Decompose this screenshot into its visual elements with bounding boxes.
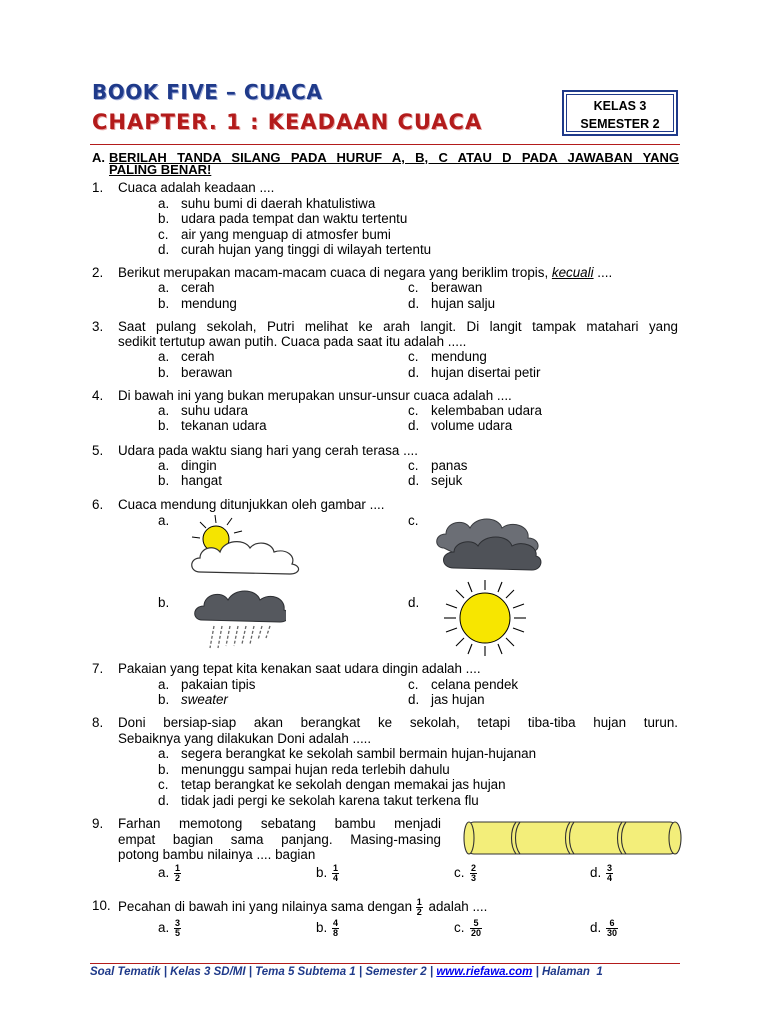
option-b[interactable]: b. berawan	[158, 365, 233, 380]
question-text-line-1: Farhan memotong sebatang bambu menjadi	[118, 816, 441, 831]
question-text: Di bawah ini yang bukan merupakan unsur-unsur cuaca adalah ....	[118, 388, 512, 403]
option-c[interactable]: c.	[408, 513, 419, 528]
option-c[interactable]: c. $\frac{2}{3}$	[454, 863, 477, 883]
semester-label: SEMESTER 2	[580, 117, 660, 131]
option-a[interactable]: a. $\frac{1}{2}$	[158, 863, 181, 883]
option-c[interactable]: c. tetap berangkat ke sekolah dengan memakai jas hujan	[158, 777, 506, 792]
option-a[interactable]: a. segera berangkat ke sekolah sambil bermain hujan-hujanan	[158, 746, 537, 761]
class-label: KELAS 3	[593, 99, 647, 113]
question-text-line-2: empat bagian sama panjang. Masing-masing	[118, 831, 441, 847]
instruction-line-2: PALING BENAR!	[109, 162, 212, 177]
option-b[interactable]: b. sweater	[158, 692, 228, 707]
question-number: 2.	[92, 265, 104, 280]
chapter-title: CHAPTER. 1 : KEADAAN CUACA	[92, 110, 483, 134]
rain-cloud-icon[interactable]	[192, 586, 286, 652]
option-b[interactable]: b. $\frac{1}{4}$	[316, 863, 339, 883]
option-a[interactable]: a. suhu bumi di daerah khatulistiwa	[158, 195, 376, 211]
question-number: 8.	[92, 715, 104, 730]
option-b[interactable]: b.	[158, 595, 170, 610]
option-d[interactable]: d. hujan disertai petir	[408, 365, 541, 380]
option-d[interactable]: d. $\frac{3}{4}$	[590, 863, 613, 883]
page-label: Halaman	[542, 966, 590, 978]
question-number: 1.	[92, 180, 104, 195]
sun-behind-cloud-icon[interactable]	[186, 514, 306, 576]
option-a[interactable]: a. $\frac{3}{5}$	[158, 918, 181, 938]
question-number: 9.	[92, 816, 104, 831]
option-d[interactable]: d. curah hujan yang tinggi di wilayah tertentu	[158, 242, 432, 257]
question-text-line-1: Saat pulang sekolah, Putri melihat ke arah langit. Di langit tampak matahari yang	[118, 319, 678, 334]
question-text-line-2: sedikit tertutup awan putih. Cuaca pada saat itu adalah .....	[118, 334, 467, 349]
question-text: Berikut merupakan macam-macam cuaca di negara yang beriklim tropis, kecuali ....	[118, 265, 613, 280]
option-a[interactable]: a. cerah	[158, 280, 215, 295]
bamboo-icon	[462, 818, 684, 858]
section-letter: A.	[92, 150, 105, 165]
option-b[interactable]: b. mendung	[158, 296, 237, 311]
header-divider	[90, 144, 680, 145]
question-text: Pakaian yang tepat kita kenakan saat udara dingin adalah ....	[118, 661, 481, 676]
book-title: BOOK FIVE – CUACA	[92, 80, 323, 104]
question-text: Udara pada waktu siang hari yang cerah terasa ....	[118, 443, 418, 458]
option-a[interactable]: a. pakaian tipis	[158, 676, 256, 692]
option-a[interactable]: a. cerah	[158, 349, 215, 364]
option-d[interactable]: d. sejuk	[408, 473, 463, 488]
footer-info: Soal Tematik | Kelas 3 SD/MI | Tema 5 Subtema 1 | Semester 2 |	[90, 966, 437, 978]
option-b[interactable]: b. menunggu sampai hujan reda terlebih dahulu	[158, 761, 450, 777]
option-c[interactable]: c. mendung	[408, 349, 487, 364]
option-d[interactable]: d. tidak jadi pergi ke sekolah karena takut terkena flu	[158, 792, 479, 808]
question-number: 6.	[92, 497, 104, 512]
option-b[interactable]: b. hangat	[158, 473, 222, 488]
instruction-line-1: BERILAH TANDA SILANG PADA HURUF A, B, C ATAU D PADA JAWABAN YANG	[109, 150, 679, 165]
option-a[interactable]: a.	[158, 513, 170, 528]
option-d[interactable]: d. $\frac{6}{30}$	[590, 918, 618, 938]
option-a[interactable]: a. dingin	[158, 458, 217, 473]
option-d[interactable]: d. volume udara	[408, 418, 513, 433]
question-text: Pecahan di bawah ini yang nilainya sama dengan $\frac{1}{2}$ adalah ....	[118, 897, 488, 917]
question-number: 5.	[92, 443, 104, 458]
page-footer: Soal Tematik | Kelas 3 SD/MI | Tema 5 Subtema 1 | Semester 2 | www.riefawa.com | Halaman 1	[90, 966, 603, 978]
question-number: 10.	[92, 898, 111, 913]
page-number: 1	[596, 966, 603, 978]
option-c[interactable]: c. celana pendek	[408, 676, 519, 692]
footer-link[interactable]: www.riefawa.com	[436, 966, 533, 978]
sun-icon[interactable]	[440, 578, 530, 658]
question-number: 4.	[92, 388, 104, 403]
dark-clouds-icon[interactable]	[432, 512, 544, 572]
question-text-line-1: Doni bersiap-siap akan berangkat ke sekolah, tetapi tiba-tiba hujan turun.	[118, 715, 678, 730]
option-c[interactable]: c. kelembaban udara	[408, 403, 542, 418]
class-badge	[562, 90, 678, 136]
question-text-line-3: potong bambu nilainya .... bagian	[118, 847, 316, 862]
question-text: Cuaca mendung ditunjukkan oleh gambar ....	[118, 497, 385, 512]
option-b[interactable]: b. $\frac{4}{8}$	[316, 918, 339, 938]
emphasis-word: kecuali	[551, 265, 594, 280]
option-c[interactable]: c. berawan	[408, 280, 483, 295]
question-text-line-2: Sebaiknya yang dilakukan Doni adalah .....	[118, 730, 372, 746]
option-b[interactable]: b. udara pada tempat dan waktu tertentu	[158, 211, 408, 226]
option-c[interactable]: c. air yang menguap di atmosfer bumi	[158, 226, 391, 242]
option-c[interactable]: c. $\frac{5}{20}$	[454, 918, 482, 938]
question-text: Cuaca adalah keadaan ....	[118, 180, 275, 195]
option-a[interactable]: a. suhu udara	[158, 403, 249, 418]
option-d[interactable]: d.	[408, 595, 420, 610]
footer-divider	[90, 963, 680, 964]
option-c[interactable]: c. panas	[408, 458, 468, 473]
option-b[interactable]: b. tekanan udara	[158, 418, 267, 433]
question-number: 3.	[92, 319, 104, 334]
option-d[interactable]: d. jas hujan	[408, 692, 485, 707]
option-d[interactable]: d. hujan salju	[408, 296, 496, 311]
question-number: 7.	[92, 661, 104, 676]
